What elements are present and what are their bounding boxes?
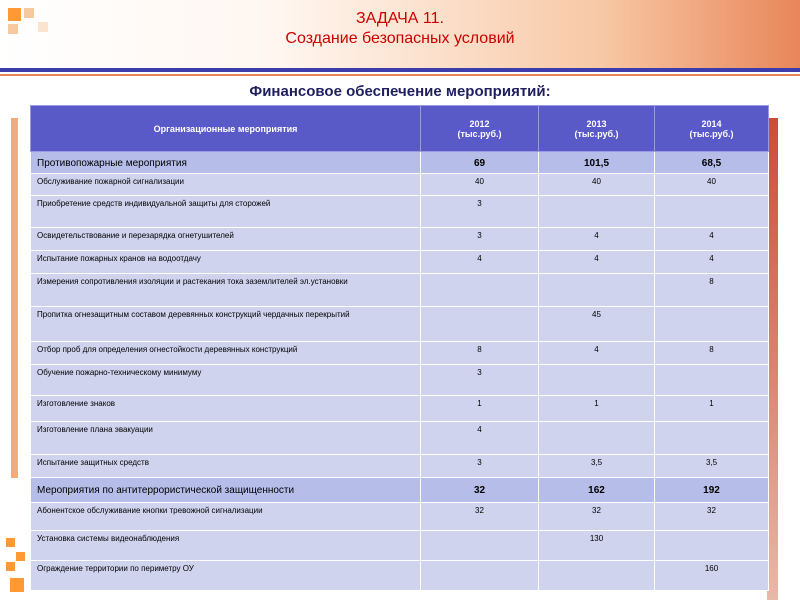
- deco-square: [6, 562, 15, 571]
- cell-2014: 4: [655, 228, 769, 251]
- row-name: Мероприятия по антитеррористической защищенности: [31, 478, 421, 503]
- cell-2012: 8: [421, 342, 539, 365]
- table-row: [31, 503, 769, 531]
- cell-2013: 32: [539, 503, 655, 531]
- cell-2012: 3: [421, 196, 539, 228]
- row-name: Ограждение территории по периметру ОУ: [31, 561, 421, 591]
- left-deco-bar: [11, 118, 18, 478]
- row-name: Абонентское обслуживание кнопки тревожной сигнализации: [31, 503, 421, 531]
- deco-square: [10, 578, 24, 592]
- cell-2013: 4: [539, 342, 655, 365]
- cell-2013: 40: [539, 174, 655, 196]
- row-name: Обучение пожарно-техническому минимуму: [31, 365, 421, 396]
- row-name: Установка системы видеонаблюдения: [31, 531, 421, 561]
- table-row: [31, 196, 769, 228]
- row-name: Приобретение средств индивидуальной защиты для сторожей: [31, 196, 421, 228]
- cell-2012: 4: [421, 422, 539, 455]
- column-header-label: Организационные мероприятия: [153, 123, 298, 134]
- cell-2012: 3: [421, 228, 539, 251]
- column-header-label: 2014: [701, 118, 722, 129]
- divider-line: [0, 74, 800, 76]
- page-title: ЗАДАЧА 11.: [356, 10, 444, 27]
- cell-2014: 32: [655, 503, 769, 531]
- row-name: Освидетельствование и перезарядка огнетушителей: [31, 228, 421, 251]
- cell-2014: 160: [655, 561, 769, 591]
- table-row: [31, 396, 769, 422]
- divider-line: [0, 68, 800, 72]
- cell-2012: 1: [421, 396, 539, 422]
- cell-2014: 192: [655, 478, 769, 503]
- table-row: [31, 174, 769, 196]
- cell-2013: [539, 422, 655, 455]
- column-header-unit: (тыс.руб.): [457, 128, 502, 139]
- cell-2014: [655, 365, 769, 396]
- cell-2012: [421, 274, 539, 307]
- cell-2013: 101,5: [539, 152, 655, 174]
- table-row: [31, 422, 769, 455]
- table-row: [31, 274, 769, 307]
- column-header-2014: [655, 106, 769, 152]
- cell-2013: 4: [539, 228, 655, 251]
- table-row: [31, 307, 769, 342]
- cell-2014: 40: [655, 174, 769, 196]
- column-header-unit: (тыс.руб.): [689, 128, 734, 139]
- table-row: [31, 365, 769, 396]
- cell-2013: 1: [539, 396, 655, 422]
- cell-2014: 8: [655, 342, 769, 365]
- section-heading: Финансовое обеспечение мероприятий:: [249, 83, 551, 100]
- cell-2014: 3,5: [655, 455, 769, 478]
- table-row: [31, 455, 769, 478]
- cell-2013: 45: [539, 307, 655, 342]
- cell-2012: 69: [421, 152, 539, 174]
- cell-2012: 32: [421, 503, 539, 531]
- column-header-2013: [539, 106, 655, 152]
- cell-2014: [655, 422, 769, 455]
- row-name: Измерения сопротивления изоляции и растекания тока заземлителей эл.установки: [31, 274, 421, 307]
- cell-2013: 130: [539, 531, 655, 561]
- deco-square: [16, 552, 25, 561]
- row-name: Противопожарные мероприятия: [31, 152, 421, 174]
- table-row: [31, 251, 769, 274]
- cell-2014: [655, 196, 769, 228]
- table-header-row: [31, 106, 769, 152]
- cell-2014: 1: [655, 396, 769, 422]
- cell-2014: 68,5: [655, 152, 769, 174]
- cell-2014: [655, 531, 769, 561]
- page-subtitle-line: Создание безопасных условий: [285, 30, 515, 47]
- cell-2013: [539, 196, 655, 228]
- cell-2012: [421, 307, 539, 342]
- row-name: Изготовление знаков: [31, 396, 421, 422]
- cell-2013: 3,5: [539, 455, 655, 478]
- deco-square: [6, 538, 15, 547]
- table-row-section: [31, 478, 769, 503]
- column-header-label: 2012: [469, 118, 490, 129]
- cell-2013: [539, 365, 655, 396]
- cell-2012: [421, 561, 539, 591]
- financing-table: [30, 105, 769, 591]
- column-header-2012: [421, 106, 539, 152]
- cell-2012: 40: [421, 174, 539, 196]
- cell-2014: [655, 307, 769, 342]
- cell-2012: [421, 531, 539, 561]
- column-header-unit: (тыс.руб.): [574, 128, 619, 139]
- table-row: [31, 228, 769, 251]
- cell-2014: 4: [655, 251, 769, 274]
- row-name: Изготовление плана эвакуации: [31, 422, 421, 455]
- column-header-activities: [31, 106, 421, 152]
- row-name: Пропитка огнезащитным составом деревянных конструкций чердачных перекрытий: [31, 307, 421, 342]
- table-row: [31, 561, 769, 591]
- column-header-label: 2013: [586, 118, 607, 129]
- row-name: Обслуживание пожарной сигнализации: [31, 174, 421, 196]
- cell-2012: 3: [421, 365, 539, 396]
- cell-2012: 32: [421, 478, 539, 503]
- cell-2014: 8: [655, 274, 769, 307]
- cell-2013: 162: [539, 478, 655, 503]
- row-name: Испытание защитных средств: [31, 455, 421, 478]
- cell-2013: [539, 561, 655, 591]
- table-row-section: [31, 152, 769, 174]
- table-row: [31, 342, 769, 365]
- cell-2013: 4: [539, 251, 655, 274]
- row-name: Отбор проб для определения огнестойкости деревянных конструкций: [31, 342, 421, 365]
- row-name: Испытание пожарных кранов на водоотдачу: [31, 251, 421, 274]
- cell-2012: 4: [421, 251, 539, 274]
- table-row: [31, 531, 769, 561]
- cell-2012: 3: [421, 455, 539, 478]
- cell-2013: [539, 274, 655, 307]
